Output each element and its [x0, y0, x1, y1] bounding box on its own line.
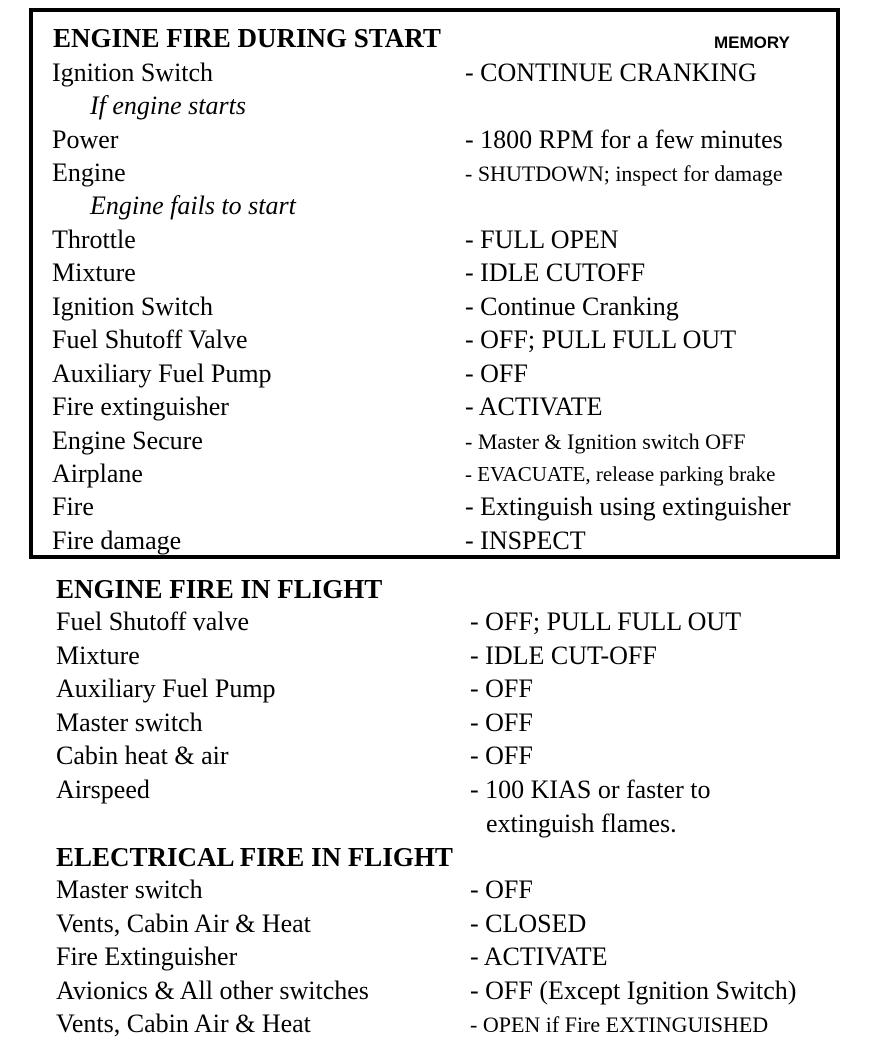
checklist-item: Mixture: [56, 641, 140, 670]
checklist-item: Engine Secure: [52, 426, 203, 455]
condition-if-engine-starts: If engine starts: [90, 91, 246, 120]
checklist-item: Fire Extinguisher: [56, 942, 238, 971]
checklist-action: - Master & Ignition switch OFF: [465, 429, 746, 454]
condition-engine-fails-to-start: Engine fails to start: [90, 191, 296, 220]
checklist-action: - SHUTDOWN; inspect for damage: [465, 161, 783, 186]
checklist-action: - CONTINUE CRANKING: [465, 58, 757, 87]
checklist-item: Master switch: [56, 875, 203, 904]
checklist-action: - OPEN if Fire EXTINGUISHED: [470, 1012, 769, 1037]
checklist-item: Cabin heat & air: [56, 741, 229, 770]
checklist-item: Ignition Switch: [52, 58, 214, 87]
checklist-item: Avionics & All other switches: [56, 976, 369, 1005]
section-title-electrical-fire-in-flight: ELECTRICAL FIRE IN FLIGHT: [56, 842, 453, 872]
checklist-item: Fuel Shutoff Valve: [52, 325, 248, 354]
checklist-item: Auxiliary Fuel Pump: [56, 674, 276, 703]
checklist-action: - OFF: [470, 741, 533, 770]
checklist-action: - INSPECT: [465, 526, 586, 555]
checklist-action: - 100 KIAS or faster to: [470, 775, 711, 804]
checklist-action: - CLOSED: [470, 909, 587, 938]
checklist-action: - OFF: [465, 359, 528, 388]
checklist-item: Throttle: [52, 225, 136, 254]
checklist-item: Airspeed: [56, 775, 150, 804]
checklist-item: Master switch: [56, 708, 203, 737]
section-title-engine-fire-during-start: ENGINE FIRE DURING START: [53, 23, 441, 53]
memory-label: MEMORY: [714, 33, 790, 52]
checklist-action: - ACTIVATE: [465, 392, 603, 421]
checklist-item: Mixture: [52, 258, 136, 287]
checklist-action: - OFF (Except Ignition Switch): [470, 976, 797, 1005]
checklist-item: Engine: [52, 158, 126, 187]
checklist-action: - OFF; PULL FULL OUT: [465, 325, 737, 354]
checklist-item: Fire damage: [52, 526, 182, 555]
checklist-action: - FULL OPEN: [465, 225, 619, 254]
checklist-action: - EVACUATE, release parking brake: [465, 462, 776, 486]
checklist-action: - ACTIVATE: [470, 942, 608, 971]
checklist-action: - Continue Cranking: [465, 292, 679, 321]
checklist-action: - OFF: [470, 674, 533, 703]
checklist-action: - OFF: [470, 875, 533, 904]
checklist-action: - IDLE CUTOFF: [465, 258, 646, 287]
checklist-item: Ignition Switch: [52, 292, 214, 321]
checklist-action: - Extinguish using extinguisher: [465, 492, 791, 521]
checklist-item: Power: [52, 125, 119, 154]
checklist-item: Auxiliary Fuel Pump: [52, 359, 272, 388]
checklist-action: - OFF; PULL FULL OUT: [470, 607, 742, 636]
checklist-item: Fire: [52, 492, 94, 521]
checklist-item: Fire extinguisher: [52, 392, 229, 421]
checklist-item: Vents, Cabin Air & Heat: [56, 1009, 311, 1038]
checklist-action-continuation: extinguish flames.: [486, 809, 677, 838]
section-title-engine-fire-in-flight: ENGINE FIRE IN FLIGHT: [56, 574, 383, 604]
checklist-action: - IDLE CUT-OFF: [470, 641, 657, 670]
checklist-action: - OFF: [470, 708, 533, 737]
checklist-action: - 1800 RPM for a few minutes: [465, 125, 783, 154]
checklist-item: Fuel Shutoff valve: [56, 607, 250, 636]
checklist-item: Vents, Cabin Air & Heat: [56, 909, 311, 938]
checklist-item: Airplane: [52, 459, 143, 488]
